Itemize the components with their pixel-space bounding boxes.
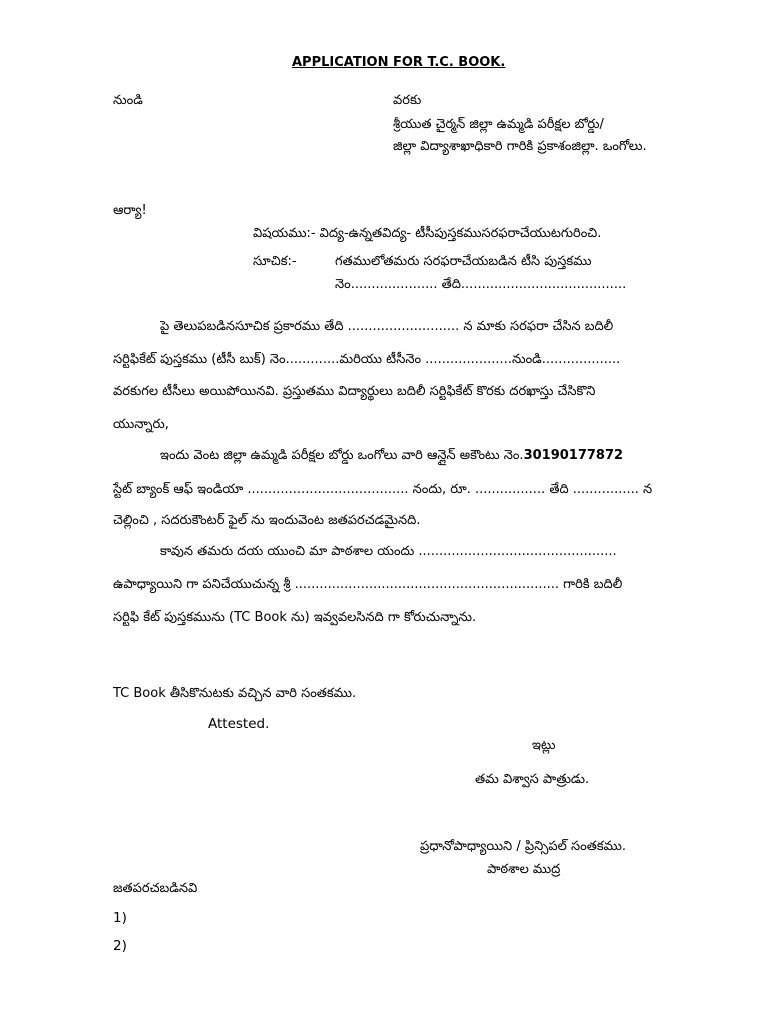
paragraph-line: పై తెలుపబడినసూచిక ప్రకారము తేది ........................... న మాకు సరఫరా చేసిన బదిలీ	[160, 319, 614, 334]
paragraph-line	[160, 446, 691, 466]
recipient-line-2: జిల్లా విద్యాశాఖాధికారి గారికి ప్రకాశంజిల్లా. ఒంగోలు.	[393, 139, 647, 154]
school-seal-label: పాఠశాల ముద్ర	[487, 862, 561, 877]
receiver-signature-label: TC Book తీసికొనుటకు వచ్చిన వారి సంతకము.	[113, 686, 357, 701]
salutation: ఆర్యా!	[113, 203, 147, 218]
paragraph-line: సర్టిఫికేట్ పుస్తకము (టీసీ బుక్) నెం.............మరియు టీసీనెం .....................నుండి...................	[113, 352, 621, 367]
from-label: నుండి	[113, 93, 143, 108]
reference-line-2: నెం..................... తేది........................................	[335, 277, 627, 292]
paragraph-line: స్టేట్ బ్యాంక్ ఆఫ్ ఇండియా ....................................... నందు, రూ. ................. తేది ................ న	[113, 482, 653, 497]
paragraph-line: యున్నారు,	[113, 417, 169, 432]
enclosures-label: జతపరచబడినవి	[113, 881, 198, 896]
paragraph-line: కావున తమరు దయ యుంచి మా పాఠశాల యందు ................................................	[160, 544, 617, 559]
account-number: 30190177872	[523, 448, 624, 463]
enclosure-item: 2)	[113, 938, 127, 954]
document-title: APPLICATION FOR T.C. BOOK.	[292, 55, 506, 70]
paragraph-line: వరకుగల టీసీలు అయిపోయినవి. ప్రస్తుతము విద్యార్థులు బదిలీ సర్టిఫికేట్ కొరకు దరఖాస్తు చేసికొని	[113, 384, 596, 399]
closing-itlu: ఇట్లు	[532, 738, 556, 753]
closing-yours-faithfully: తమ విశ్వాస పాత్రుడు.	[475, 772, 590, 787]
enclosure-item: 1)	[113, 910, 127, 926]
reference-label: సూచిక:-	[253, 254, 297, 269]
paragraph-line: చెల్లించి , సదరుకౌంటర్ ఫైల్ ను ఇందువెంట జతపరచడమైనది.	[113, 513, 421, 528]
to-label: వరకు	[393, 93, 422, 108]
paragraph-line: సర్టిఫి కేట్ పుస్తకమును (TC Book ను) ఇవ్వవలసినది గా కోరుచున్నాను.	[113, 610, 477, 625]
paragraph-line: ఉపాధ్యాయిని గా పనిచేయుచున్న శ్రీ ................................................................ గారికి బదిలీ	[113, 577, 623, 592]
principal-signature-label: ప్రధానోపాధ్యాయిని / ప్రిన్సిపల్ సంతకము.	[420, 839, 627, 854]
account-line-text: ఇందు వెంట జిల్లా ఉమ్మడి పరీక్షల బోర్డు ఒంగోలు వారి ఆన్లైన్ అకౌంటు నెం.	[160, 448, 524, 463]
attested-label: Attested.	[208, 716, 270, 732]
recipient-line-1: శ్రీయుత చైర్మన్ జిల్లా ఉమ్మడి పరీక్షల బోర్డు/	[393, 117, 604, 132]
subject-line: విషయము:- విద్య-ఉన్నతవిద్య- టీసీపుస్తకముసరఫరాచేయుటగురించి.	[253, 226, 602, 241]
reference-line-1: గతములోతమరు సరఫరాచేయబడిన టీసి పుస్తకము	[335, 254, 592, 269]
